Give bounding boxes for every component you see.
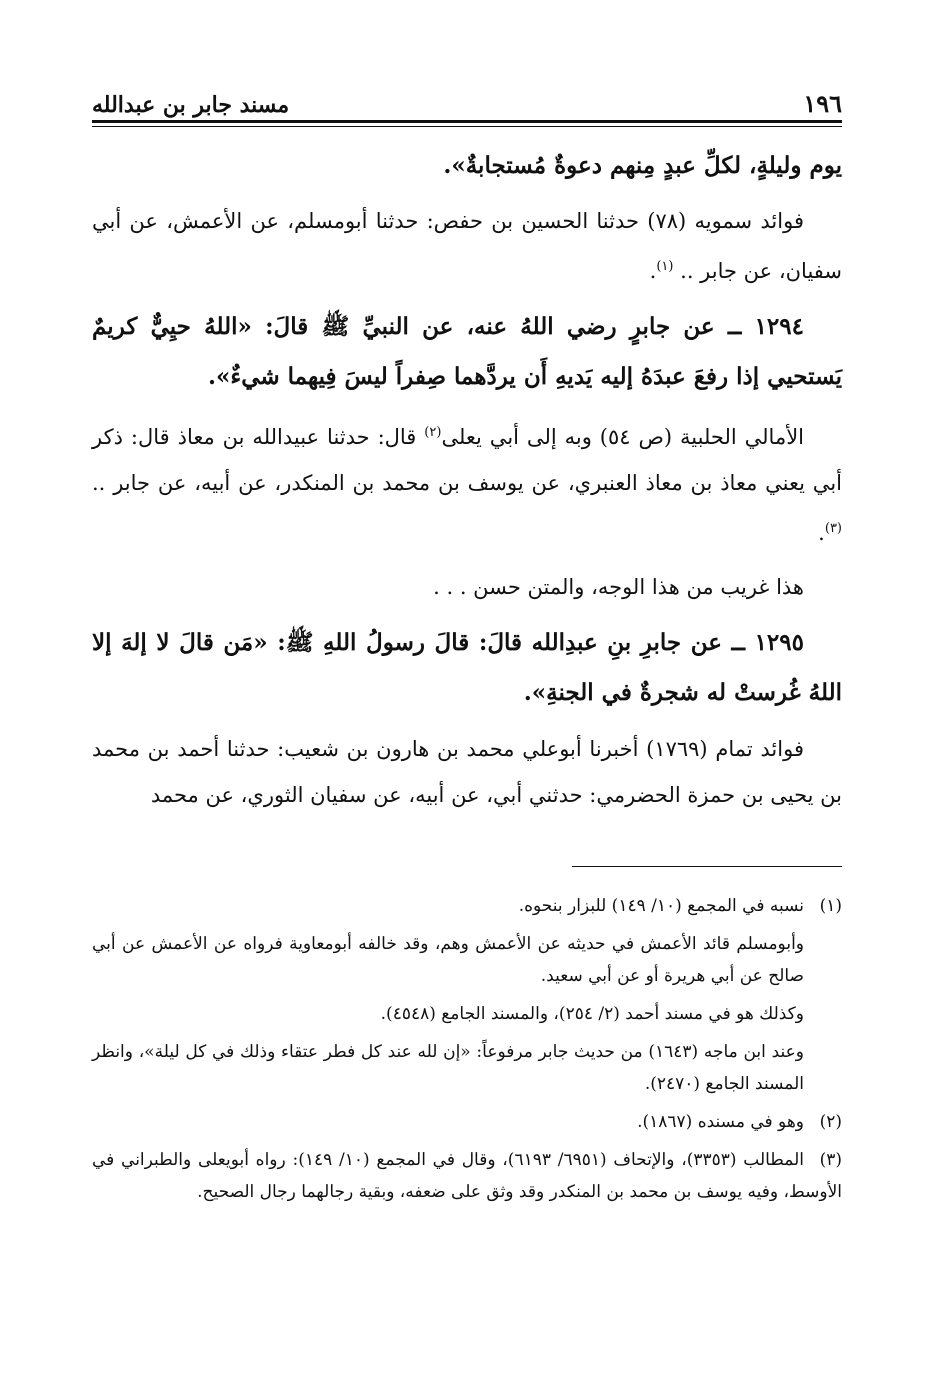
footnote-number: (٢) (819, 1112, 842, 1132)
main-text (92, 142, 842, 826)
page-number: ١٩٦ (803, 89, 842, 118)
footnotes (92, 890, 842, 1214)
footnote-separator (572, 866, 842, 867)
page-header (92, 86, 842, 118)
source-paragraph: فوائد سمويه (٧٨) حدثنا الحسين بن حفص: حدثنا أبومسلم، عن الأعمش، عن أبي سفيان، عن جابر .. $^{(١)}$. (92, 209, 842, 283)
source-text: الأمالي الحلبية (ص ٥٤) وبه إلى أبي يعلى (441, 425, 805, 449)
source-text: فوائد سمويه (٧٨) حدثنا الحسين بن حفص: حدثنا أبومسلم، عن الأعمش، عن أبي سفيان، عن جابر .. (92, 209, 842, 283)
book-page (92, 0, 842, 1383)
footnote-1-continuation: وعند ابن ماجه (١٦٤٣) من حديث جابر مرفوعاً: «إن لله عند كل فطر عتقاء وذلك في كل ليلة»، وانظر المسند الجامع (٢٤٧٠). (92, 1042, 804, 1094)
source-paragraph: فوائد تمام (١٧٦٩) أخبرنا أبوعلي محمد بن هارون بن شعيب: حدثنا أحمد بن محمد بن يحيى بن حمزة الحضرمي: حدثني أبي، عن أبيه، عن سفيان الثوري، عن محمد (92, 737, 842, 807)
header-rule-thick (92, 120, 842, 123)
footnote-ref-3: (٣) (824, 521, 842, 536)
hadith-1295: ١٢٩٥ ــ عن جابرِ بنِ عبدِالله قالَ: قالَ رسولُ اللهِ ﷺ: «مَن قالَ لا إلهَ إلا اللهُ غُرستْ له شجرةٌ في الجنةِ». (92, 629, 842, 706)
hadith-1294: ١٢٩٤ ــ عن جابرٍ رضي اللهُ عنه، عن النبيِّ ﷺ قالَ: «اللهُ حيِيٌّ كريمٌ يَستحيي إذا رفعَ عبدَهُ إليه يَديهِ أَن يردَّهما صِفراً ليسَ فِيهما شيءٌ». (92, 313, 842, 390)
source-paragraph: الأمالي الحلبية (ص ٥٤) وبه إلى أبي يعلى$^{(٢)}$ قال: حدثنا عبيدالله بن معاذ قال: ذكر أبي يعني معاذ بن معاذ العنبري، عن يوسف بن محمد بن المنكدر، عن أبيه، عن جابر .. $^{(٣)}$. (92, 425, 842, 545)
running-title: مسند جابر بن عبدالله (92, 92, 290, 118)
footnote-text: نسبه في المجمع (١٠/ ١٤٩) للبزار بنحوه. (518, 896, 804, 916)
footnote-ref-2: (٢) (424, 425, 442, 440)
header-rule-thin (92, 126, 842, 127)
source-text: قال: حدثنا عبيدالله بن معاذ قال: ذكر أبي يعني معاذ بن معاذ العنبري، عن يوسف بن محمد بن المنكدر، عن أبيه، عن جابر .. (92, 425, 842, 495)
footnote-text: المطالب (٣٣٥٣)، والإتحاف (٦٩٥١/ ٦١٩٣)، وقال في المجمع (١٠/ ١٤٩): رواه أبويعلى والطبراني في الأوسط، وفيه يوسف بن محمد بن المنكدر وقد وثق على ضعفه، وبقية رجالهما رجال الصحيح. (92, 1150, 842, 1202)
footnote-2 (92, 1106, 842, 1138)
footnote-text: وهو في مسنده (١٨٦٧). (637, 1112, 804, 1132)
footnote-3 (92, 1144, 842, 1208)
footnote-number: (١) (819, 896, 842, 916)
footnote-1-continuation: وكذلك هو في مسند أحمد (٢/ ٢٥٤)، والمسند الجامع (٤٥٤٨). (380, 1004, 804, 1024)
footnote-1 (92, 890, 842, 922)
hadith-continuation: يوم وليلةٍ، لكلِّ عبدٍ مِنهم دعوةٌ مُستجابةٌ». (443, 152, 842, 179)
footnote-1-continuation: وأبومسلم قائد الأعمش في حديثه عن الأعمش وهم، وقد خالفه أبومعاوية فرواه عن الأعمش عن أبي صالح عن أبي هريرة أو عن أبي سعيد. (92, 934, 804, 986)
footnote-number: (٣) (819, 1150, 842, 1170)
grading-remark: هذا غريب من هذا الوجه، والمتن حسن . . . (433, 575, 804, 599)
footnote-ref-1: (١) (656, 259, 674, 274)
